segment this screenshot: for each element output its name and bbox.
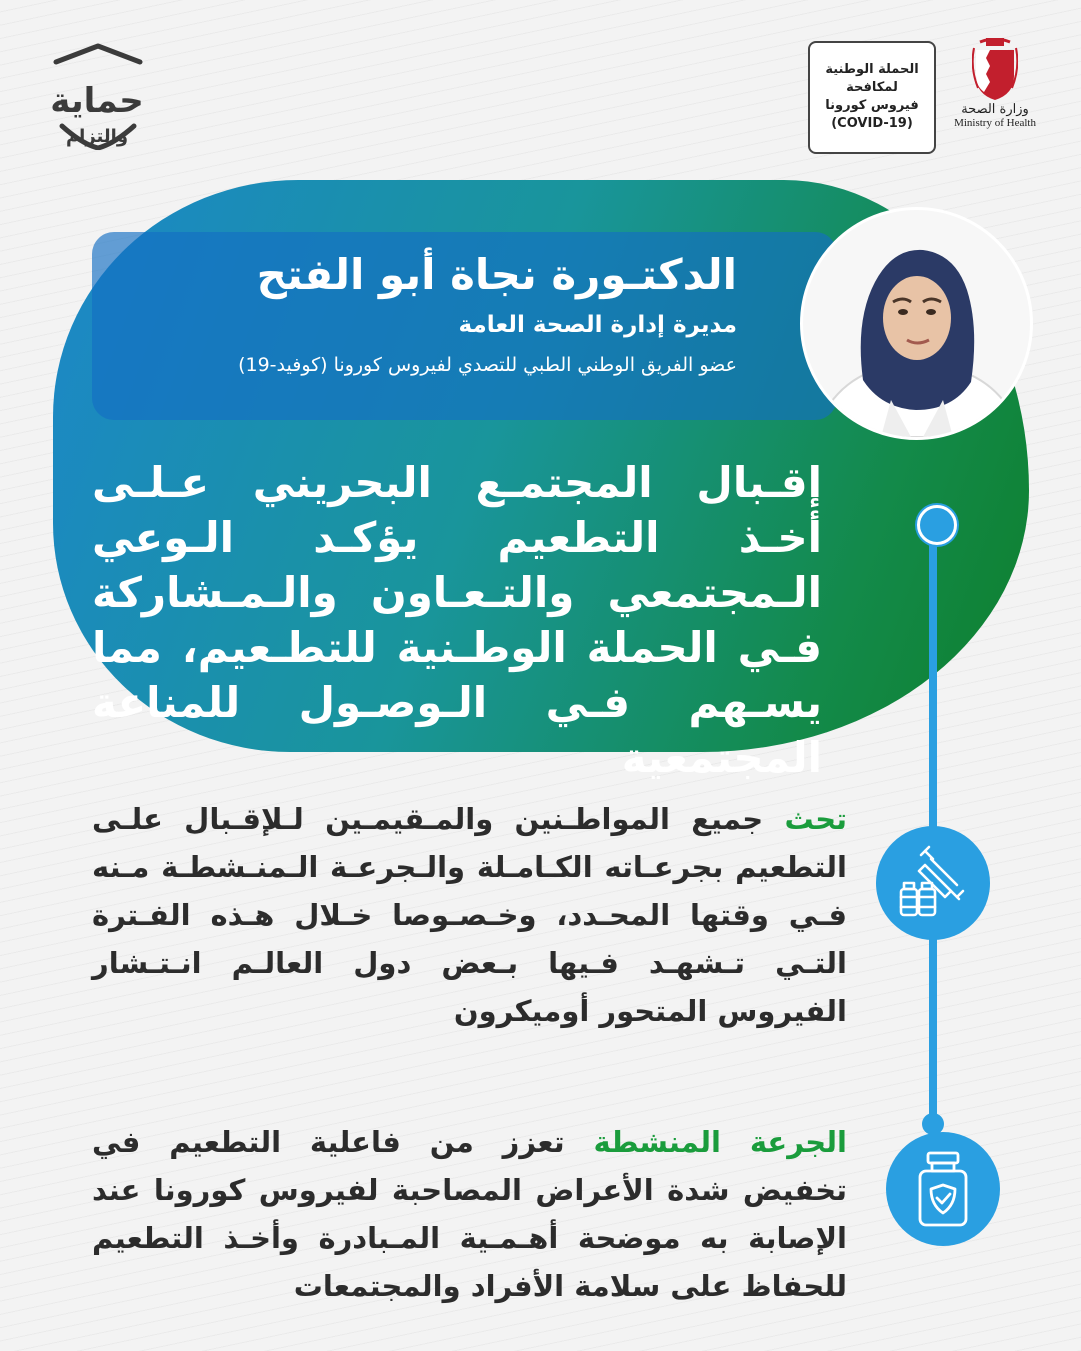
ministry-logo: [940, 38, 1050, 153]
covid-campaign-line: الحملة الوطنية: [825, 62, 919, 78]
doctor-title: مديرة إدارة الصحة العامة: [458, 312, 737, 338]
paragraph-2-text: تعزز من فاعلية التطعيم في تخفيض شدة الأعراض المصاحبة لفيروس كورونا عند الإصابة به موضحة أهـمـية المـبادرة وأخـذ التطعيم للحفاظ على سلامة الأفراد والمجتمعات: [92, 1125, 847, 1303]
doctor-role: عضو الفريق الوطني الطبي للتصدي لفيروس كورونا (كوفيد-19): [238, 354, 737, 376]
campaign-logo-title: حماية: [50, 81, 144, 121]
ministry-english-name: Ministry of Health: [954, 117, 1036, 129]
doctor-portrait: [800, 207, 1033, 440]
bahrain-emblem-icon: [972, 38, 1018, 100]
doctor-portrait-illustration: [803, 210, 1030, 437]
covid-campaign-badge: [808, 41, 936, 154]
paragraph-2-highlight: الجرعة المنشطة: [593, 1125, 848, 1159]
info-paragraph-2: [92, 1118, 847, 1310]
doctor-name: الدكتـورة نجاة أبو الفتح: [256, 250, 737, 299]
vaccine-syringe-icon: [876, 826, 990, 940]
vaccine-vial-shield-icon: [886, 1132, 1000, 1246]
timeline-dot: [917, 505, 957, 545]
covid-campaign-line: لمكافحة: [846, 80, 898, 96]
paragraph-1-highlight: تحث: [784, 802, 847, 836]
paragraph-1-text: جميع المواطـنين والمـقيمـين لـلإقـبال علـى التطعيم بجرعـاته الكـامـلة والـجرعـة الـمنـشطـة مـنه فـي وقتها المحـدد، وخـصـوصا خـلال هـذه الفـترة التـي تـشهـد فـيها بـعض دول العالـم انـتـشار الفيروس المتحور أوميكرون: [92, 802, 847, 1028]
campaign-logo: [42, 40, 160, 150]
campaign-logo-subtitle: والتزام: [65, 126, 129, 147]
headline: إقـبال المجتمـع البحريني عـلـى أخـذ التطعيم يؤكـد الـوعي الـمجتمعي والتـعـاون والـمـشاركة فـي الحملة الوطـنية للتطـعيم، مما يسـهم فـي الـوصـول للمناعة المجتمعية: [92, 458, 822, 782]
covid-campaign-line: فيروس كورونا: [825, 98, 919, 113]
ministry-arabic-name: وزارة الصحة: [961, 102, 1029, 117]
info-paragraph-1: [92, 795, 847, 1035]
covid-campaign-line: (COVID-19): [831, 115, 913, 131]
